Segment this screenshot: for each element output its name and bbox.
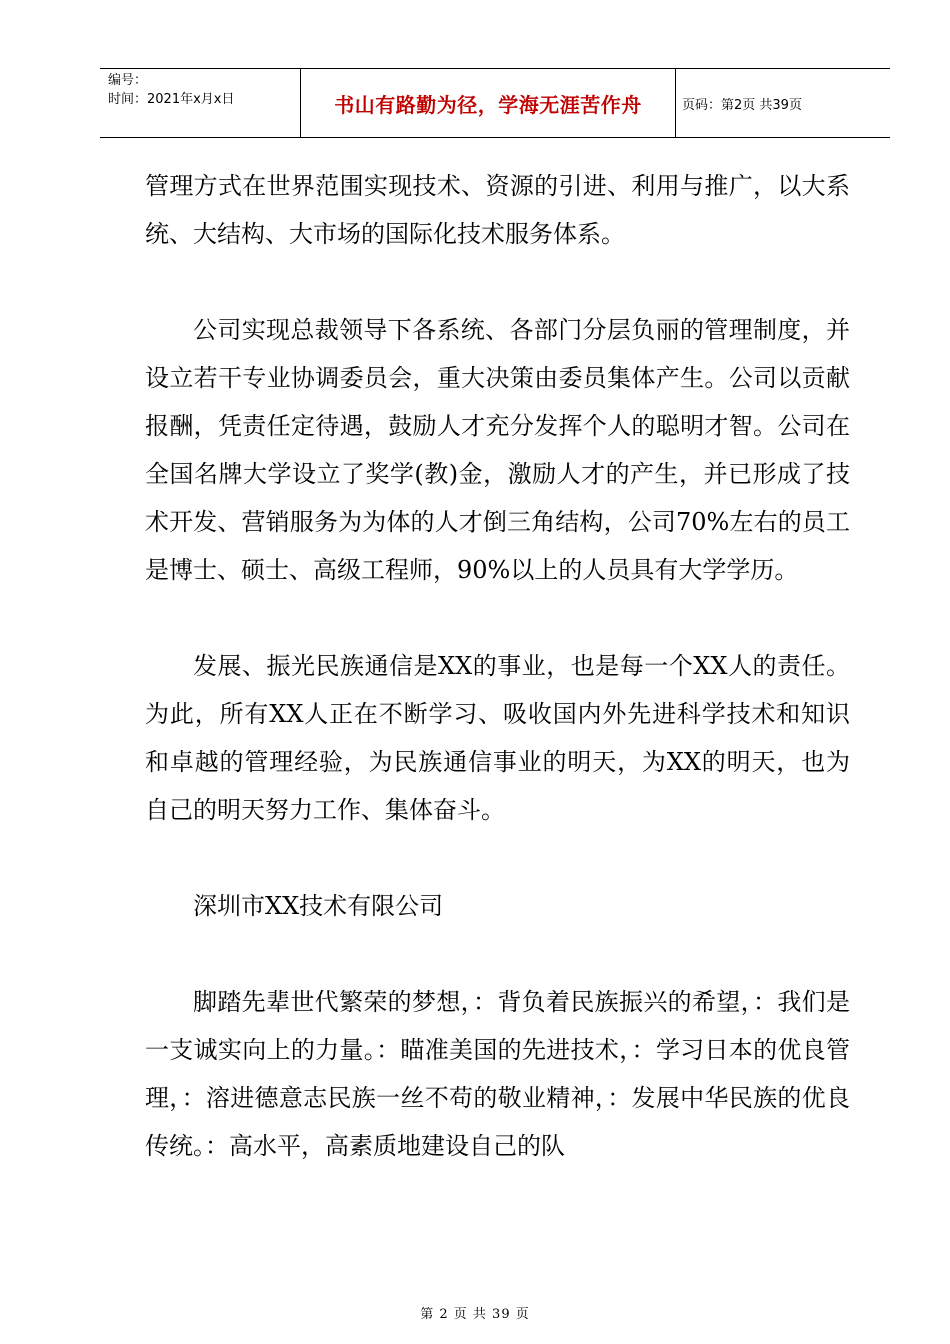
document-number-label: 编号： (108, 73, 148, 88)
page-header (100, 68, 890, 138)
page-footer: 第 2 页 共 39 页 (420, 1307, 530, 1322)
body-paragraph: 管理方式在世界范围实现技术、资源的引进、利用与推广，以大系统、大结构、大市场的国际化技术服务体系。 (145, 172, 850, 248)
header-meta-cell (100, 69, 301, 137)
body-paragraph: 发展、振光民族通信是XX的事业，也是每一个XX人的责任。为此，所有XX人正在不断学习、吸收国内外先进科学技术和知识和卓越的管理经验，为民族通信事业的明天，为XX的明天，也为自己的明天努力工作、集体奋斗。 (145, 652, 850, 824)
company-name-line: 深圳市XX技术有限公司 (193, 892, 444, 920)
body-paragraph: 脚踏先辈世代繁荣的梦想，：背负着民族振兴的希望，：我们是一支诚实向上的力量。：瞄准美国的先进技术，：学习日本的优良管理，：溶进德意志民族一丝不苟的敬业精神，：发展中华民族的优良传统。：高水平，高素质地建设自己的队 (145, 988, 850, 1160)
body-paragraph: 公司实现总裁领导下各系统、各部门分层负丽的管理制度，并设立若干专业协调委员会，重大决策由委员集体产生。公司以贡献报酬，凭责任定待遇，鼓励人才充分发挥个人的聪明才智。公司在全国名牌大学设立了奖学(教)金，激励人才的产生，并已形成了技术开发、营销服务为为体的人才倒三角结构，公司70%左右的员工是博士、硕士、高级工程师，90%以上的人员具有大学学历。 (145, 316, 850, 584)
document-date: 时间：2021年x月x日 (108, 92, 235, 107)
document-body (145, 162, 850, 1170)
header-motto: 书山有路勤为径，学海无涯苦作舟 (301, 69, 676, 137)
header-page-info: 页码：第2页 共39页 (682, 97, 802, 113)
